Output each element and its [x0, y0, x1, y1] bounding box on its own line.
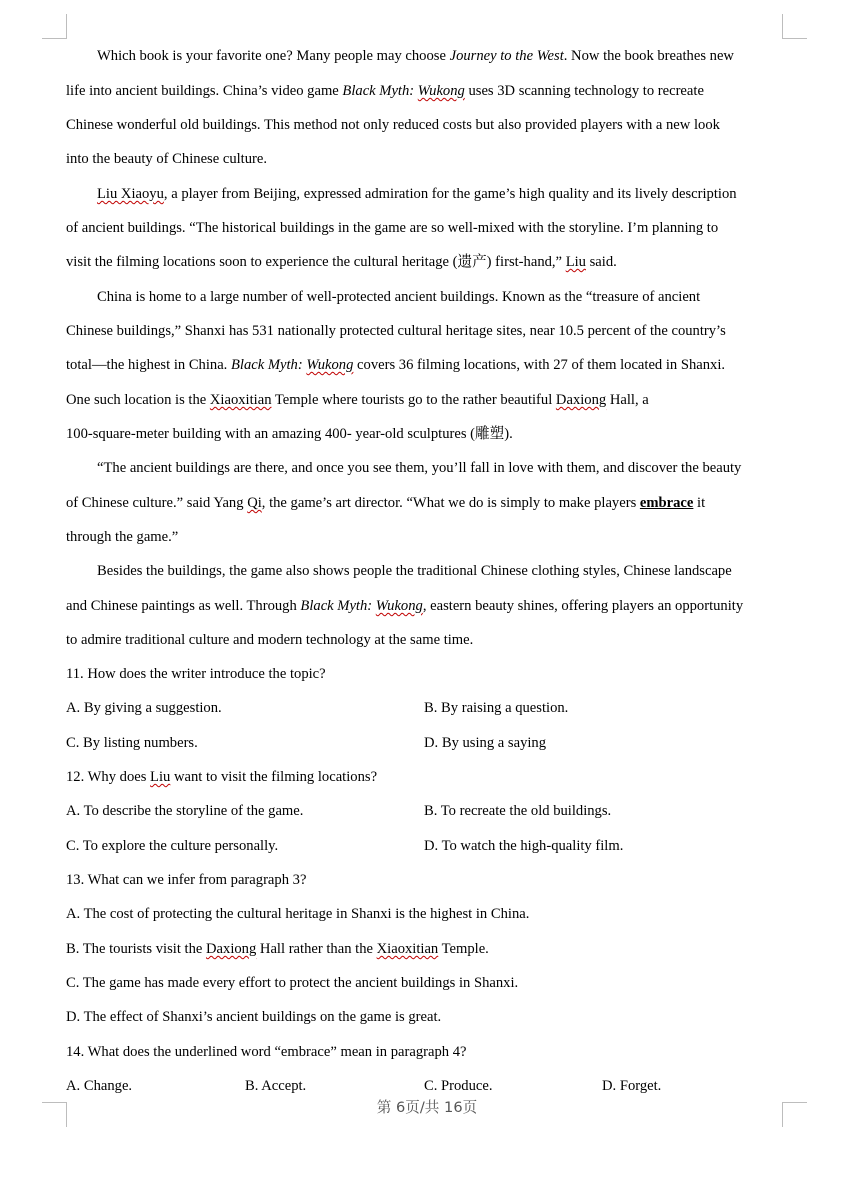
corner-mark-top-right [782, 14, 807, 39]
page-footer: 第 6页/共 16页 [376, 1099, 478, 1116]
passage-line: life into ancient buildings. China’s video game Black Myth: Wukong uses 3D scanning technology to recreate [66, 83, 704, 99]
passage-line: China is home to a large number of well-protected ancient buildings. Known as the “treasure of ancient [97, 289, 701, 305]
corner-mark-top-left [42, 14, 67, 39]
passage-line: and Chinese paintings as well. Through Black Myth: Wukong, eastern beauty shines, offering players an opportunity [66, 598, 744, 614]
q12-option-c: C. To explore the culture personally. [66, 838, 279, 854]
question-13-stem: 13. What can we infer from paragraph 3? [66, 872, 307, 888]
passage-line: Chinese wonderful old buildings. This method not only reduced costs but also provided players with a new look [66, 117, 720, 133]
q14-option-a: A. Change. [66, 1078, 133, 1094]
q14-option-b: B. Accept. [245, 1078, 307, 1094]
q13-option-b: B. The tourists visit the Daxiong Hall rather than the Xiaoxitian Temple. [66, 941, 489, 957]
question-11-options-cd [66, 733, 786, 753]
passage-line: visit the filming locations soon to experience the cultural heritage (遗产) first-hand,” Liu said. [66, 254, 617, 270]
passage-line: Besides the buildings, the game also shows people the traditional Chinese clothing styles, Chinese landscape [97, 563, 732, 579]
q11-option-d: D. By using a saying [424, 735, 547, 751]
passage-line: Liu Xiaoyu, a player from Beijing, expressed admiration for the game’s high quality and its lively description [97, 186, 737, 202]
q12-option-d: D. To watch the high-quality film. [424, 838, 624, 854]
question-14-stem: 14. What does the underlined word “embrace” mean in paragraph 4? [66, 1044, 467, 1060]
q13-option-c: C. The game has made every effort to protect the ancient buildings in Shanxi. [66, 975, 519, 991]
q12-option-a: A. To describe the storyline of the game. [66, 803, 304, 819]
passage-line: One such location is the Xiaoxitian Temple where tourists go to the rather beautiful Daxiong Hall, a [66, 392, 649, 408]
passage-line: to admire traditional culture and modern technology at the same time. [66, 632, 474, 648]
q14-option-d: D. Forget. [602, 1078, 662, 1094]
question-11-options-ab [66, 698, 786, 718]
passage-line: Which book is your favorite one? Many people may choose Journey to the West. Now the book breathes new [97, 48, 734, 64]
passage-line: Chinese buildings,” Shanxi has 531 nationally protected cultural heritage sites, near 10.5 percent of the country’s [66, 323, 726, 339]
passage-line: total—the highest in China. Black Myth: Wukong covers 36 filming locations, with 27 of them located in Shanxi. [66, 357, 726, 373]
passage-line: of ancient buildings. “The historical buildings in the game are so well-mixed with the storyline. I’m planning to [66, 220, 719, 236]
passage-line: of Chinese culture.” said Yang Qi, the game’s art director. “What we do is simply to make players embrace it [66, 495, 706, 511]
passage-line: into the beauty of Chinese culture. [66, 151, 268, 167]
q12-option-b: B. To recreate the old buildings. [424, 803, 612, 819]
q13-option-d: D. The effect of Shanxi’s ancient buildings on the game is great. [66, 1009, 442, 1025]
underlined-word: embrace [639, 495, 694, 511]
passage-line: “The ancient buildings are there, and once you see them, you’ll fall in love with them, and discover the beauty [97, 460, 742, 476]
q11-option-a: A. By giving a suggestion. [66, 700, 222, 716]
passage-line: 100-square-meter building with an amazing 400- year-old sculptures (雕塑). [66, 426, 513, 442]
passage-line: through the game.” [66, 529, 179, 545]
question-11-stem: 11. How does the writer introduce the topic? [66, 666, 326, 682]
q14-option-c: C. Produce. [424, 1078, 493, 1094]
question-12-options-ab [66, 801, 786, 821]
q13-option-a: A. The cost of protecting the cultural heritage in Shanxi is the highest in China. [66, 906, 530, 922]
q11-option-c: C. By listing numbers. [66, 735, 198, 751]
question-12-stem: 12. Why does Liu want to visit the filming locations? [66, 769, 378, 785]
q11-option-b: B. By raising a question. [424, 700, 569, 716]
question-12-options-cd [66, 836, 786, 856]
